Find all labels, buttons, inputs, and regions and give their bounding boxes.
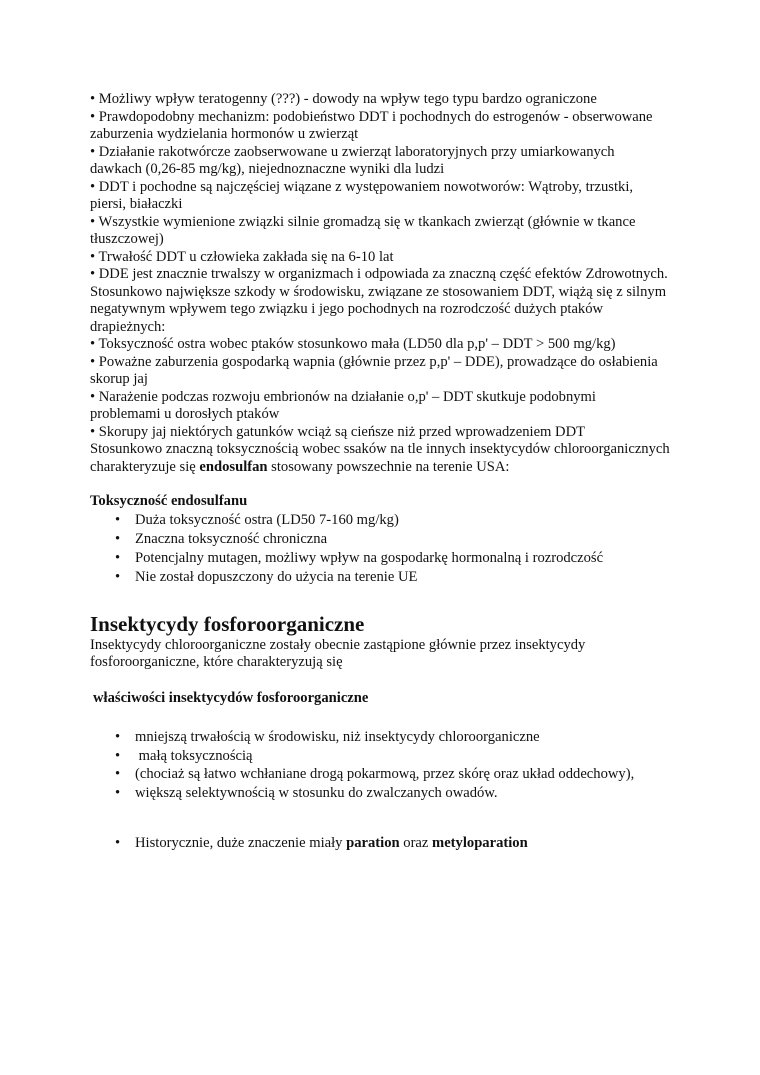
section-intro: Insektycydy chloroorganiczne zostały obecnie zastąpione głównie przez insektycydy fosforoorganiczne, które charakteryzują się: [90, 636, 586, 670]
paragraph-acute-toxicity-birds: • Toksyczność ostra wobec ptaków stosunkowo mała (LD50 dla p,p' – DDT > 500 mg/kg): [90, 336, 616, 352]
document-page: [90, 91, 670, 853]
endosulfan-heading: Toksyczność endosulfanu: [90, 493, 248, 509]
bullet-icon: •: [115, 729, 121, 745]
bullet-icon: •: [115, 511, 121, 528]
properties-heading: właściwości insektycydów fosforoorganiczne: [93, 689, 369, 706]
paragraph-dde: • DDE jest znacznie trwalszy w organizmach i odpowiada za znaczną część efektów Zdrowotnych. Stosunkowo największe szkody w środowisku, związane ze stosowaniem DDT, wiążą się z silnym negatywnym wpływem tego związku i jego pochodnych na rozrodczość dużych ptaków drapieżnych:: [90, 266, 668, 335]
list-item: • Potencjalny mutagen, możliwy wpływ na gospodarkę hormonalną i rozrodczość: [115, 549, 604, 566]
bullet-icon: •: [115, 835, 121, 852]
paration-term: paration: [346, 835, 400, 852]
paragraph-persistence: • Trwałość DDT u człowieka zakłada się na 6-10 lat: [90, 248, 394, 265]
historical-middle: oraz: [399, 835, 433, 852]
endosulfan-intro-before: Stosunkowo znaczną toksycznością wobec ssaków na tle innych insektycydów chloroorganicznych charakteryzuje się: [90, 441, 670, 475]
list-item: • mniejszą trwałością w środowisku, niż insektycydy chloroorganiczne: [115, 729, 540, 745]
endosulfan-list: [90, 511, 670, 587]
paragraph-endosulfan-intro: [90, 441, 670, 476]
bullet-icon: •: [115, 568, 121, 585]
bullet-icon: •: [115, 549, 121, 566]
paragraph-eggshells: • Skorupy jaj niektórych gatunków wciąż są cieńsze niż przed wprowadzeniem DDT: [90, 423, 586, 440]
bullet-icon: •: [115, 530, 121, 547]
list-item: • Duża toksyczność ostra (LD50 7-160 mg/kg): [115, 511, 399, 528]
paragraph-accumulation: • Wszystkie wymienione związki silnie gromadzą się w tkankach zwierząt (głównie w tkance tłuszczowej): [90, 213, 636, 247]
paragraph-teratogenic: • Możliwy wpływ teratogenny (???) - dowody na wpływ tego typu bardzo ograniczone: [90, 91, 597, 107]
list-item: • większą selektywnością w stosunku do zwalczanych owadów.: [115, 784, 498, 801]
metyloparation-term: metyloparation: [432, 835, 528, 852]
paragraph-embryo: • Narażenie podczas rozwoju embrionów na działanie o,p' – DDT skutkuje podobnymi problemami u dorosłych ptaków: [90, 388, 596, 422]
list-item: • Nie został dopuszczony do użycia na terenie UE: [115, 568, 418, 585]
historical-before: Historycznie, duże znaczenie miały: [135, 835, 347, 852]
section-title: Insektycydy fosforoorganiczne: [90, 611, 365, 636]
paragraph-calcium: • Poważne zaburzenia gospodarką wapnia (głównie przez p,p' – DDE), prowadzące do osłabienia skorup jaj: [90, 353, 658, 387]
endosulfan-term: endosulfan: [199, 458, 268, 475]
properties-list: [90, 728, 670, 802]
bullet-icon: •: [115, 766, 121, 783]
bullet-icon: •: [115, 747, 121, 764]
historical-list: [90, 834, 670, 853]
paragraph-mechanism: • Prawdopodobny mechanizm: podobieństwo DDT i pochodnych do estrogenów - obserwowane zaburzenia wydzielania hormonów u zwierząt: [90, 108, 653, 142]
intro-block: [90, 91, 670, 476]
list-item: [90, 834, 670, 853]
list-item: • (chociaż są łatwo wchłaniane drogą pokarmową, przez skórę oraz układ oddechowy),: [115, 766, 635, 783]
paragraph-carcinogenic: • Działanie rakotwórcze zaobserwowane u zwierząt laboratoryjnych przy umiarkowanych dawkach (0,26-85 mg/kg), niejednoznaczne wyniki dla ludzi: [90, 143, 615, 177]
paragraph-cancers: • DDT i pochodne są najczęściej wiązane z występowaniem nowotworów: Wątroby, trzustki, piersi, białaczki: [90, 178, 634, 212]
list-item: • Znaczna toksyczność chroniczna: [115, 530, 328, 547]
list-item: • małą toksycznością: [115, 747, 253, 764]
endosulfan-intro-after: stosowany powszechnie na terenie USA:: [267, 458, 510, 475]
bullet-icon: •: [115, 784, 121, 801]
